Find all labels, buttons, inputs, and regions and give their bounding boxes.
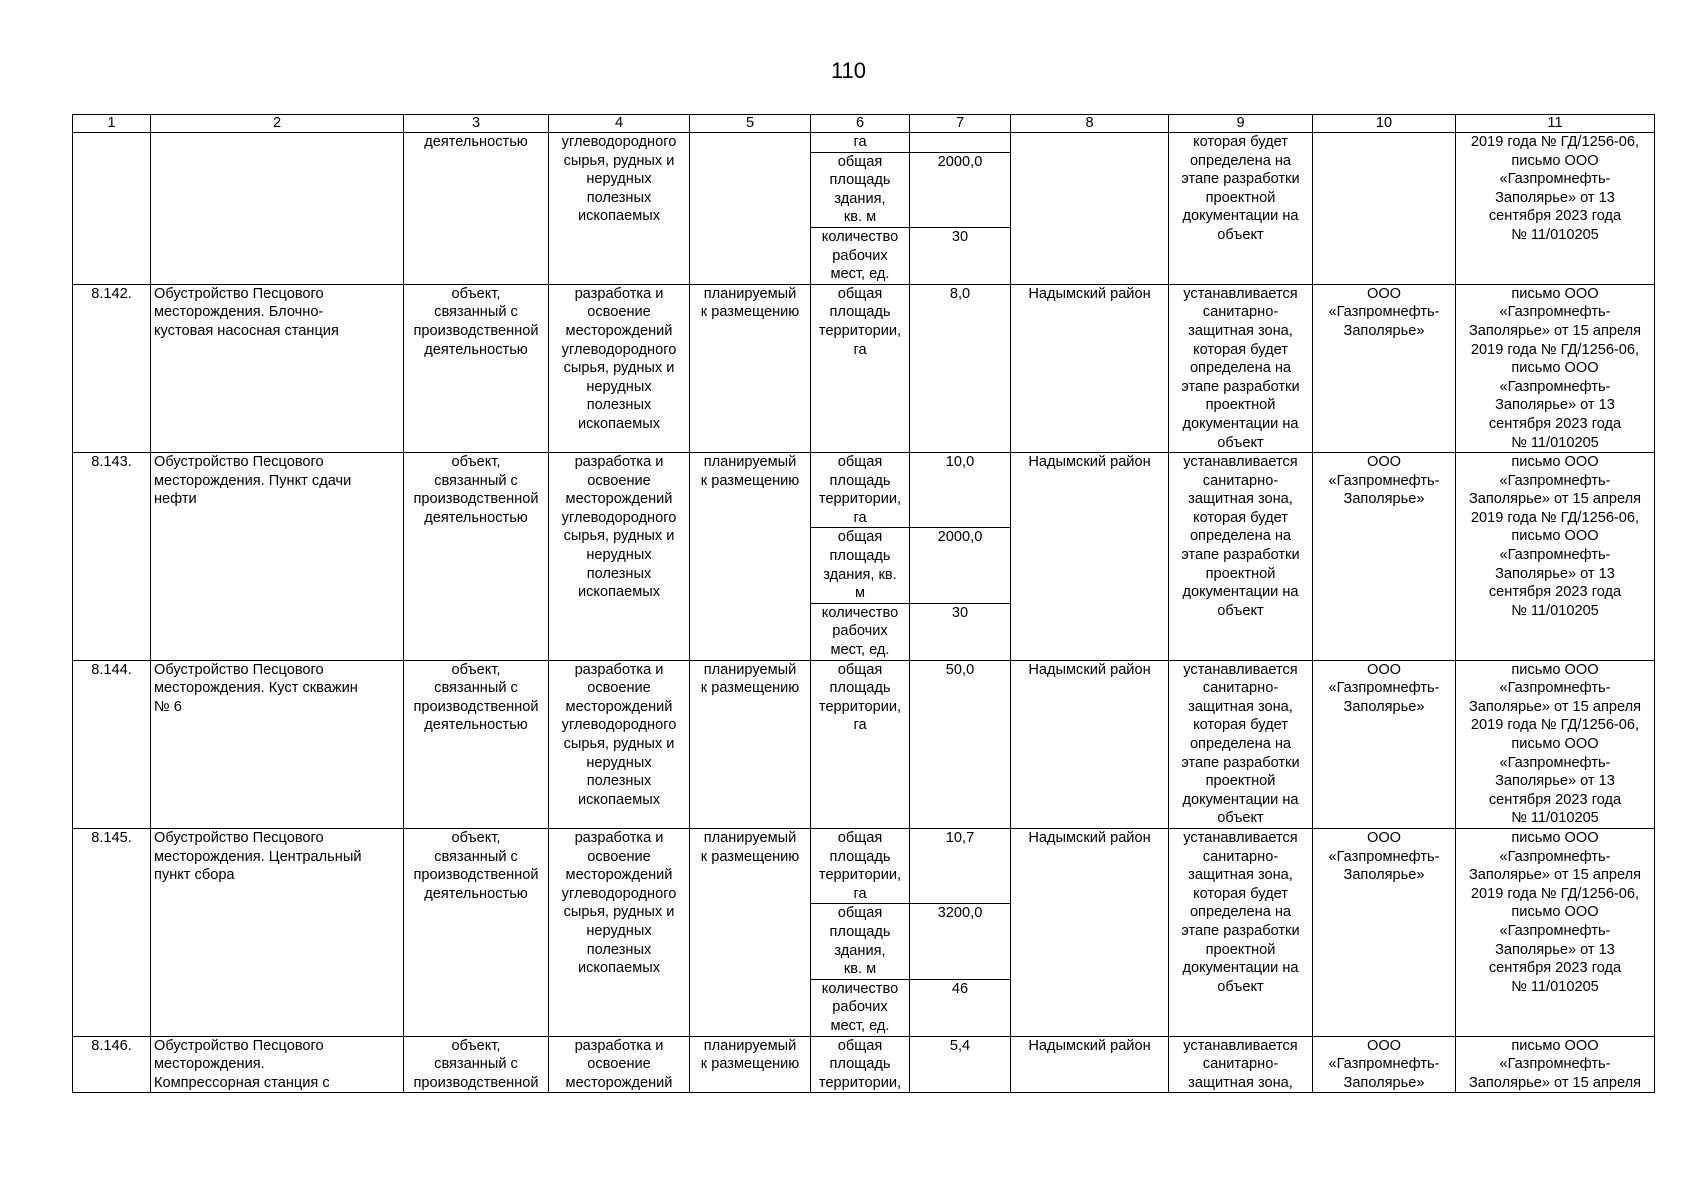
cell-basis: письмо ООО «Газпромнефть- Заполярье» от 15 апреля 2019 года № ГД/1256-06, письмо ООО «Газпромнефть- Заполярье» от 13 сентября 2023 года № 11/010205 [1456, 453, 1655, 661]
cell-basis: письмо ООО «Газпромнефть- Заполярье» от 15 апреля [1456, 1036, 1655, 1093]
cell-param-value: 3200,0 [910, 904, 1011, 979]
column-header: 11 [1456, 115, 1655, 133]
table-row [73, 1036, 1655, 1093]
cell-zone: устанавливается санитарно- защитная зона, [1169, 1036, 1313, 1093]
cell-num: 8.143. [73, 453, 151, 661]
cell-param-name: общая площадь здания, кв. м [811, 152, 910, 227]
cell-type: объект, связанный с производственной деятельностью [404, 284, 549, 452]
table-row [73, 828, 1655, 903]
table-row [73, 660, 1655, 828]
cell-num: 8.145. [73, 828, 151, 1036]
cell-initiator: ООО «Газпромнефть- Заполярье» [1313, 1036, 1456, 1093]
cell-param-value: 2000,0 [910, 152, 1011, 227]
column-header: 7 [910, 115, 1011, 133]
cell-location: Надымский район [1011, 1036, 1169, 1093]
cell-status: планируемый к размещению [690, 828, 811, 1036]
cell-purpose: углеводородного сырья, рудных и нерудных полезных ископаемых [549, 133, 690, 285]
cell-initiator: ООО «Газпромнефть- Заполярье» [1313, 453, 1456, 661]
column-header: 5 [690, 115, 811, 133]
cell-type: объект, связанный с производственной деятельностью [404, 828, 549, 1036]
column-header: 3 [404, 115, 549, 133]
cell-param-value: 10,0 [910, 453, 1011, 528]
cell-status: планируемый к размещению [690, 284, 811, 452]
cell-purpose: разработка и освоение месторождений углеводородного сырья, рудных и нерудных полезных ископаемых [549, 284, 690, 452]
cell-param-name: общая площадь территории, га [811, 828, 910, 903]
column-number-row [73, 115, 1655, 133]
cell-param-value: 10,7 [910, 828, 1011, 903]
cell-location: Надымский район [1011, 660, 1169, 828]
cell-location: Надымский район [1011, 453, 1169, 661]
cell-num: 8.146. [73, 1036, 151, 1093]
cell-param-name: общая площадь территории, га [811, 660, 910, 828]
cell-type: деятельностью [404, 133, 549, 285]
cell-type: объект, связанный с производственной деятельностью [404, 660, 549, 828]
column-header: 4 [549, 115, 690, 133]
cell-basis: письмо ООО «Газпромнефть- Заполярье» от 15 апреля 2019 года № ГД/1256-06, письмо ООО «Газпромнефть- Заполярье» от 13 сентября 2023 года № 11/010205 [1456, 284, 1655, 452]
column-header: 8 [1011, 115, 1169, 133]
cell-zone: устанавливается санитарно- защитная зона, которая будет определена на этапе разработки проектной документации на объект [1169, 284, 1313, 452]
cell-zone: устанавливается санитарно- защитная зона, которая будет определена на этапе разработки проектной документации на объект [1169, 828, 1313, 1036]
cell-status [690, 133, 811, 285]
column-header: 2 [151, 115, 404, 133]
cell-param-value: 30 [910, 603, 1011, 660]
cell-param-name: общая площадь здания, кв. м [811, 528, 910, 603]
cell-zone: которая будет определена на этапе разработки проектной документации на объект [1169, 133, 1313, 285]
cell-name: Обустройство Песцового месторождения. Центральный пункт сбора [151, 828, 404, 1036]
cell-initiator: ООО «Газпромнефть- Заполярье» [1313, 828, 1456, 1036]
cell-param-value: 30 [910, 227, 1011, 284]
column-header: 6 [811, 115, 910, 133]
cell-param-name: общая площадь здания, кв. м [811, 904, 910, 979]
cell-name: Обустройство Песцового месторождения. Пункт сдачи нефти [151, 453, 404, 661]
cell-name: Обустройство Песцового месторождения. Компрессорная станция с [151, 1036, 404, 1093]
cell-purpose: разработка и освоение месторождений [549, 1036, 690, 1093]
cell-name: Обустройство Песцового месторождения. Блочно- кустовая насосная станция [151, 284, 404, 452]
cell-status: планируемый к размещению [690, 1036, 811, 1093]
cell-param-name: количество рабочих мест, ед. [811, 979, 910, 1036]
cell-param-value: 8,0 [910, 284, 1011, 452]
cell-param-value [910, 133, 1011, 153]
cell-name [151, 133, 404, 285]
column-header: 1 [73, 115, 151, 133]
cell-num [73, 133, 151, 285]
cell-basis: письмо ООО «Газпромнефть- Заполярье» от 15 апреля 2019 года № ГД/1256-06, письмо ООО «Газпромнефть- Заполярье» от 13 сентября 2023 года № 11/010205 [1456, 828, 1655, 1036]
cell-type: объект, связанный с производственной деятельностью [404, 453, 549, 661]
cell-param-value: 2000,0 [910, 528, 1011, 603]
cell-type: объект, связанный с производственной [404, 1036, 549, 1093]
cell-num: 8.142. [73, 284, 151, 452]
cell-basis: письмо ООО «Газпромнефть- Заполярье» от 15 апреля 2019 года № ГД/1256-06, письмо ООО «Газпромнефть- Заполярье» от 13 сентября 2023 года № 11/010205 [1456, 660, 1655, 828]
page-number: 110 [830, 58, 867, 83]
column-header: 9 [1169, 115, 1313, 133]
cell-purpose: разработка и освоение месторождений углеводородного сырья, рудных и нерудных полезных ископаемых [549, 453, 690, 661]
cell-param-value: 50,0 [910, 660, 1011, 828]
cell-param-name: га [811, 133, 910, 153]
cell-location: Надымский район [1011, 284, 1169, 452]
cell-param-value: 5,4 [910, 1036, 1011, 1093]
cell-status: планируемый к размещению [690, 660, 811, 828]
cell-zone: устанавливается санитарно- защитная зона, которая будет определена на этапе разработки проектной документации на объект [1169, 453, 1313, 661]
cell-location: Надымский район [1011, 828, 1169, 1036]
cell-param-name: общая площадь территории, [811, 1036, 910, 1093]
cell-purpose: разработка и освоение месторождений углеводородного сырья, рудных и нерудных полезных ископаемых [549, 828, 690, 1036]
cell-purpose: разработка и освоение месторождений углеводородного сырья, рудных и нерудных полезных ископаемых [549, 660, 690, 828]
column-header: 10 [1313, 115, 1456, 133]
continuation-row [73, 133, 1655, 153]
cell-param-value: 46 [910, 979, 1011, 1036]
cell-initiator: ООО «Газпромнефть- Заполярье» [1313, 660, 1456, 828]
cell-initiator: ООО «Газпромнефть- Заполярье» [1313, 284, 1456, 452]
cell-status: планируемый к размещению [690, 453, 811, 661]
cell-param-name: количество рабочих мест, ед. [811, 227, 910, 284]
cell-location [1011, 133, 1169, 285]
table-row [73, 284, 1655, 452]
cell-param-name: общая площадь территории, га [811, 453, 910, 528]
cell-param-name: общая площадь территории, га [811, 284, 910, 452]
cell-basis: 2019 года № ГД/1256-06, письмо ООО «Газпромнефть- Заполярье» от 13 сентября 2023 года № 11/010205 [1456, 133, 1655, 285]
cell-name: Обустройство Песцового месторождения. Куст скважин № 6 [151, 660, 404, 828]
cell-initiator [1313, 133, 1456, 285]
cell-param-name: количество рабочих мест, ед. [811, 603, 910, 660]
table-row [73, 453, 1655, 528]
cell-zone: устанавливается санитарно- защитная зона, которая будет определена на этапе разработки проектной документации на объект [1169, 660, 1313, 828]
objects-table [72, 114, 1655, 1093]
cell-num: 8.144. [73, 660, 151, 828]
